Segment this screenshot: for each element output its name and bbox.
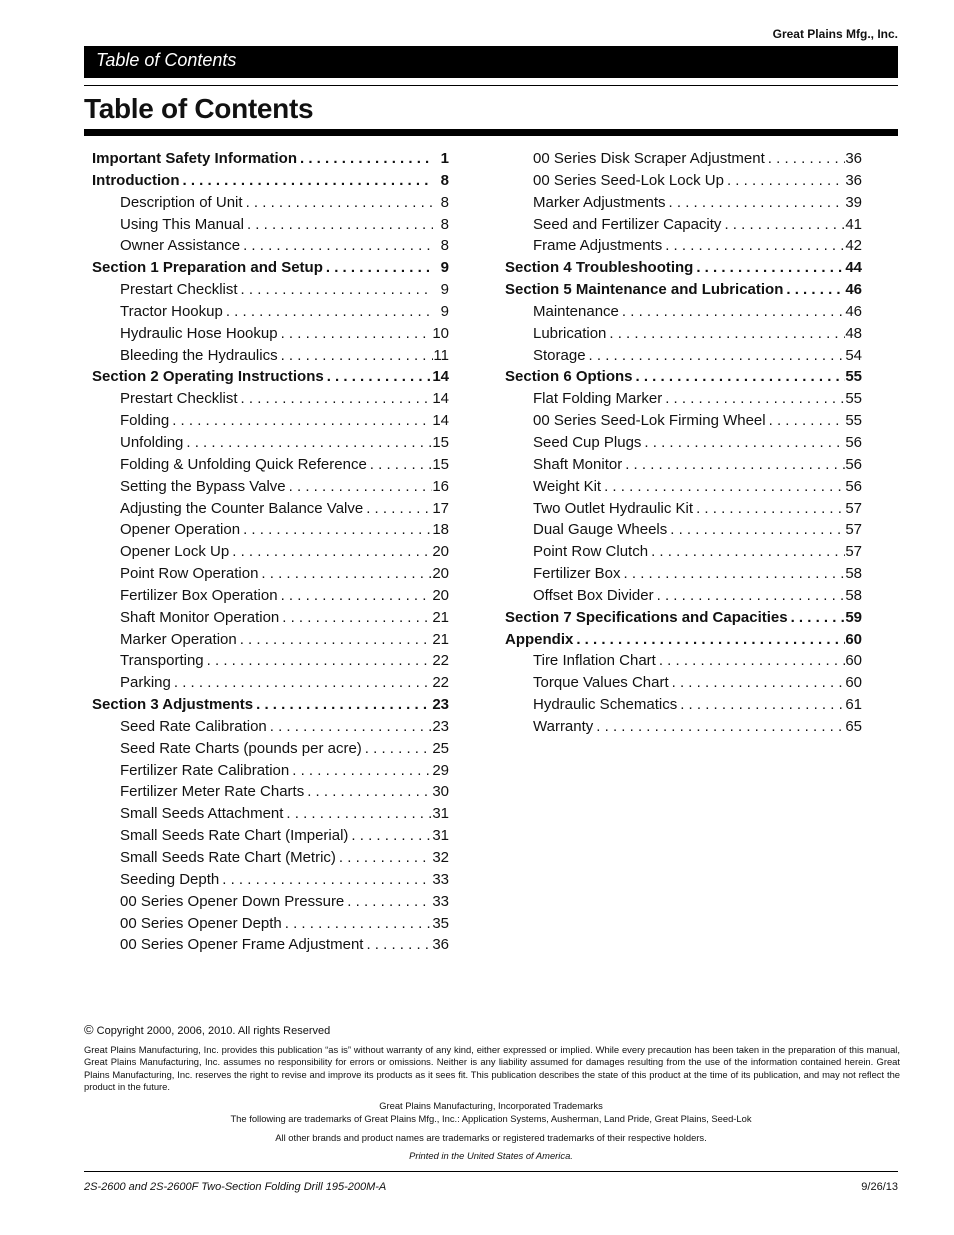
toc-entry[interactable]: [505, 716, 862, 738]
toc-entry[interactable]: [92, 235, 449, 257]
toc-dot-leader: [601, 476, 845, 498]
toc-entry[interactable]: [505, 148, 862, 170]
toc-dot-leader: [721, 214, 845, 236]
toc-entry-title: Introduction: [92, 171, 180, 189]
toc-dot-leader: [667, 519, 845, 541]
toc-entry-page: 23: [432, 717, 449, 735]
toc-entry[interactable]: [505, 345, 862, 367]
toc-dot-leader: [258, 563, 432, 585]
toc-entry-title: Lubrication: [533, 324, 607, 342]
toc-entry-title: Section 4 Troubleshooting: [505, 259, 694, 277]
toc-entry-page: 30: [432, 783, 449, 801]
toc-dot-leader: [662, 235, 845, 257]
toc-entry[interactable]: [92, 869, 449, 891]
toc-right-column: [505, 148, 862, 738]
toc-entry-title: Fertilizer Box: [533, 565, 621, 583]
copyright-symbol: ©: [84, 1022, 94, 1037]
toc-entry[interactable]: [92, 476, 449, 498]
toc-dot-leader: [619, 301, 845, 323]
toc-entry[interactable]: [92, 388, 449, 410]
toc-entry[interactable]: [92, 629, 449, 651]
toc-entry-page: 36: [845, 171, 862, 189]
trademarks-title: Great Plains Manufacturing, Incorporated Trademarks: [379, 1100, 603, 1111]
toc-entry-page: 1: [440, 150, 449, 167]
toc-entry-title: Marker Adjustments: [533, 193, 666, 211]
toc-entry-title: Opener Lock Up: [120, 543, 230, 561]
toc-entry-page: 33: [432, 870, 449, 888]
toc-entry-title: Shaft Monitor: [533, 455, 623, 473]
toc-entry-title: Point Row Operation: [120, 565, 259, 583]
toc-entry[interactable]: [505, 519, 862, 541]
toc-entry-title: Seed Cup Plugs: [533, 433, 642, 451]
toc-entry-title: Small Seeds Rate Chart (Imperial): [120, 827, 349, 845]
toc-entry-page: 17: [432, 499, 449, 517]
toc-entry-page: 9: [440, 302, 449, 320]
toc-dot-leader: [648, 541, 845, 563]
toc-entry[interactable]: [505, 214, 862, 236]
toc-entry[interactable]: [505, 585, 862, 607]
toc-dot-leader: [662, 388, 845, 410]
toc-entry-page: 23: [432, 696, 449, 714]
toc-entry-title: Parking: [120, 674, 171, 692]
toc-dot-leader: [279, 607, 432, 629]
toc-entry[interactable]: [92, 672, 449, 694]
toc-entry[interactable]: [92, 934, 449, 956]
toc-dot-leader: [669, 672, 846, 694]
toc-dot-leader: [765, 148, 846, 170]
toc-entry[interactable]: [92, 257, 449, 279]
toc-dot-leader: [183, 432, 432, 454]
toc-entry-title: 00 Series Seed-Lok Lock Up: [533, 171, 724, 189]
toc-entry[interactable]: [92, 366, 449, 388]
toc-entry-page: 36: [432, 936, 449, 954]
toc-entry-title: Appendix: [505, 630, 574, 648]
toc-dot-leader: [179, 170, 433, 192]
toc-dot-leader: [606, 323, 845, 345]
toc-entry-page: 22: [432, 652, 449, 670]
toc-dot-leader: [693, 257, 845, 279]
toc-entry-title: Folding: [120, 412, 170, 430]
toc-entry[interactable]: [92, 432, 449, 454]
toc-entry-page: 18: [432, 521, 449, 539]
toc-entry-title: Fertilizer Box Operation: [120, 586, 278, 604]
toc-entry-page: 56: [845, 455, 862, 473]
toc-dot-leader: [171, 672, 432, 694]
toc-entry-title: Dual Gauge Wheels: [533, 521, 668, 539]
toc-entry[interactable]: [505, 235, 862, 257]
toc-entry[interactable]: [92, 760, 449, 782]
toc-entry-page: 56: [845, 433, 862, 451]
toc-entry-page: 8: [440, 215, 449, 233]
toc-entry[interactable]: [505, 192, 862, 214]
toc-entry-title: Description of Unit: [120, 193, 243, 211]
toc-entry-page: 9: [440, 281, 449, 299]
toc-entry-title: Seed Rate Calibration: [120, 717, 267, 735]
title-divider: [84, 129, 898, 136]
toc-entry-title: Folding & Unfolding Quick Reference: [120, 455, 367, 473]
toc-entry-page: 61: [845, 696, 862, 714]
toc-entry-page: 55: [845, 390, 862, 408]
toc-dot-leader: [693, 498, 845, 520]
toc-entry-title: Warranty: [533, 717, 594, 735]
toc-entry-title: 00 Series Opener Down Pressure: [120, 892, 345, 910]
toc-entry-page: 20: [432, 586, 449, 604]
toc-entry[interactable]: [92, 716, 449, 738]
toc-entry-title: Frame Adjustments: [533, 237, 663, 255]
toc-entry-title: Weight Kit: [533, 477, 602, 495]
toc-entry-title: Opener Operation: [120, 521, 241, 539]
toc-dot-leader: [324, 366, 433, 388]
toc-dot-leader: [344, 891, 432, 913]
toc-dot-leader: [238, 388, 433, 410]
toc-entry-page: 33: [432, 892, 449, 910]
toc-dot-leader: [666, 192, 846, 214]
toc-entry-page: 31: [432, 805, 449, 823]
toc-entry-title: Seed Rate Charts (pounds per acre): [120, 739, 362, 757]
footer-date: 9/26/13: [861, 1181, 898, 1193]
toc-dot-leader: [783, 279, 845, 301]
toc-entry[interactable]: [92, 454, 449, 476]
toc-dot-leader: [297, 148, 433, 170]
toc-dot-leader: [724, 170, 845, 192]
toc-entry[interactable]: [92, 825, 449, 847]
toc-entry[interactable]: [505, 301, 862, 323]
toc-entry-title: Section 2 Operating Instructions: [92, 368, 324, 386]
toc-entry[interactable]: [92, 803, 449, 825]
toc-entry-page: 46: [845, 281, 862, 299]
toc-entry-title: Section 6 Options: [505, 368, 633, 386]
toc-entry-page: 58: [845, 565, 862, 583]
toc-dot-leader: [654, 585, 846, 607]
toc-entry[interactable]: [92, 214, 449, 236]
toc-entry[interactable]: [92, 781, 449, 803]
toc-entry-title: Tire Inflation Chart: [533, 652, 656, 670]
toc-entry[interactable]: [505, 410, 862, 432]
toc-entry[interactable]: [92, 279, 449, 301]
toc-entry-title: Section 5 Maintenance and Lubrication: [505, 281, 784, 299]
disclaimer: Great Plains Manufacturing, Inc. provides this publication “as is” without warranty of any kind, either expressed or implied. While every precaution has been taken in the preparation of this manual, Great Plains Manufacturing, Inc. assumes no responsibility for errors or omissions. Neither is any liability assumed for damages resulting from the use of the information contained herein. Great Plains Manufacturing, Inc. reserves the right to revise and improve its products as it sees fit. This publication describes the state of this product at the time of its publication, and may not reflect the product in the future.: [84, 1044, 900, 1093]
toc-dot-leader: [621, 563, 846, 585]
toc-entry[interactable]: [505, 388, 862, 410]
toc-entry-page: 56: [845, 477, 862, 495]
toc-entry-page: 29: [432, 761, 449, 779]
toc-dot-leader: [204, 650, 433, 672]
toc-entry-page: 57: [845, 499, 862, 517]
toc-entry-title: 00 Series Seed-Lok Firming Wheel: [533, 412, 766, 430]
toc-entry[interactable]: [92, 913, 449, 935]
toc-entry-page: 14: [432, 368, 449, 386]
toc-dot-leader: [253, 694, 432, 716]
toc-entry-page: 32: [432, 849, 449, 866]
toc-entry-page: 21: [432, 608, 449, 626]
toc-entry-page: 65: [845, 717, 862, 735]
toc-entry-title: Small Seeds Rate Chart (Metric): [120, 849, 336, 866]
toc-entry-page: 58: [845, 586, 862, 604]
toc-entry-page: 46: [845, 302, 862, 320]
toc-entry-title: Section 7 Specifications and Capacities: [505, 608, 788, 626]
toc-entry[interactable]: [505, 366, 862, 388]
toc-entry-page: 41: [845, 215, 862, 233]
toc-dot-leader: [362, 738, 433, 760]
toc-entry-title: Maintenance: [533, 302, 619, 320]
toc-entry[interactable]: [92, 170, 449, 192]
toc-entry[interactable]: [505, 694, 862, 716]
toc-entry[interactable]: [505, 672, 862, 694]
toc-entry-page: 15: [432, 433, 449, 451]
toc-entry-title: Important Safety Information: [92, 150, 298, 167]
toc-dot-leader: [304, 781, 432, 803]
toc-dot-leader: [586, 345, 846, 367]
toc-entry[interactable]: [92, 585, 449, 607]
toc-entry[interactable]: [505, 454, 862, 476]
toc-entry[interactable]: [92, 694, 449, 716]
toc-dot-leader: [240, 519, 432, 541]
toc-entry-page: 9: [440, 259, 449, 277]
trademarks-other: All other brands and product names are trademarks or registered trademarks of their respective holders.: [275, 1132, 707, 1143]
toc-entry-title: 00 Series Disk Scraper Adjustment: [533, 150, 765, 167]
toc-entry-title: Adjusting the Counter Balance Valve: [120, 499, 364, 517]
toc-entry-title: Shaft Monitor Operation: [120, 608, 280, 626]
toc-entry[interactable]: [505, 629, 862, 651]
toc-entry-title: Bleeding the Hydraulics: [120, 346, 278, 364]
toc-entry-title: Section 1 Preparation and Setup: [92, 259, 323, 277]
toc-dot-leader: [788, 607, 846, 629]
toc-entry-title: Unfolding: [120, 433, 184, 451]
toc-entry[interactable]: [92, 410, 449, 432]
toc-entry-page: 60: [845, 652, 862, 670]
toc-entry[interactable]: [92, 323, 449, 345]
toc-entry[interactable]: [92, 301, 449, 323]
toc-entry-title: Prestart Checklist: [120, 281, 238, 299]
toc-dot-leader: [244, 214, 433, 236]
page-title: Table of Contents: [84, 93, 314, 124]
toc-entry[interactable]: [505, 279, 862, 301]
footer-divider: [84, 1171, 898, 1172]
toc-entry[interactable]: [92, 192, 449, 214]
toc-entry[interactable]: [505, 563, 862, 585]
toc-entry-title: Seeding Depth: [120, 870, 220, 888]
toc-dot-leader: [237, 629, 433, 651]
toc-entry-title: Owner Assistance: [120, 237, 241, 255]
toc-entry[interactable]: [505, 607, 862, 629]
toc-dot-leader: [223, 301, 433, 323]
toc-entry-title: Storage: [533, 346, 586, 364]
footer-document-id: 2S-2600 and 2S-2600F Two-Section Folding Drill 195-200M-A: [84, 1181, 387, 1193]
toc-entry-title: Setting the Bypass Valve: [120, 477, 286, 495]
toc-dot-leader: [677, 694, 845, 716]
toc-entry-title: Torque Values Chart: [533, 674, 669, 692]
toc-entry-page: 36: [845, 150, 862, 167]
toc-entry[interactable]: [92, 519, 449, 541]
toc-dot-leader: [367, 454, 433, 476]
toc-dot-leader: [238, 279, 433, 301]
toc-entry-title: Flat Folding Marker: [533, 390, 663, 408]
trademarks-list: The following are trademarks of Great Plains Mfg., Inc.: Application Systems, Ausherman, Land Pride, Great Plains, Seed-Lok: [230, 1113, 752, 1124]
toc-entry-title: Small Seeds Attachment: [120, 805, 284, 823]
toc-entry-page: 22: [432, 674, 449, 692]
toc-dot-leader: [286, 476, 433, 498]
toc-entry[interactable]: [505, 541, 862, 563]
toc-entry-page: 16: [432, 477, 449, 495]
printed-in: Printed in the United States of America.: [409, 1150, 573, 1161]
toc-dot-leader: [278, 323, 433, 345]
toc-dot-leader: [766, 410, 846, 432]
toc-entry-page: 48: [845, 324, 862, 342]
toc-entry-title: Marker Operation: [120, 630, 237, 648]
toc-entry[interactable]: [92, 891, 449, 913]
toc-entry-page: 60: [845, 674, 862, 692]
toc-entry-page: 14: [432, 390, 449, 408]
toc-entry-title: Fertilizer Rate Calibration: [120, 761, 290, 779]
toc-dot-leader: [283, 803, 432, 825]
toc-dot-leader: [243, 192, 433, 214]
toc-entry[interactable]: [505, 170, 862, 192]
toc-dot-leader: [641, 432, 845, 454]
toc-entry-page: 10: [432, 324, 449, 342]
toc-dot-leader: [593, 716, 845, 738]
toc-entry[interactable]: [92, 738, 449, 760]
toc-dot-leader: [363, 934, 432, 956]
toc-entry-title: Seed and Fertilizer Capacity: [533, 215, 722, 233]
toc-entry[interactable]: [92, 607, 449, 629]
toc-entry[interactable]: [505, 323, 862, 345]
toc-dot-leader: [278, 585, 433, 607]
toc-left-column: [92, 148, 449, 956]
toc-dot-leader: [323, 257, 433, 279]
toc-entry-page: 21: [432, 630, 449, 648]
toc-dot-leader: [348, 825, 432, 847]
copyright-text: Copyright 2000, 2006, 2010. All rights Reserved: [96, 1025, 331, 1037]
toc-entry-page: 57: [845, 521, 862, 539]
toc-dot-leader: [282, 913, 433, 935]
toc-dot-leader: [289, 760, 432, 782]
toc-entry-page: 25: [432, 739, 449, 757]
toc-entry[interactable]: [505, 476, 862, 498]
toc-entry-title: 00 Series Opener Depth: [120, 914, 282, 932]
toc-entry-page: 20: [432, 565, 449, 583]
toc-entry-title: Hydraulic Schematics: [533, 696, 678, 714]
toc-entry[interactable]: [92, 345, 449, 367]
toc-dot-leader: [219, 869, 432, 891]
toc-entry[interactable]: [505, 650, 862, 672]
toc-entry-page: 42: [845, 237, 862, 255]
toc-entry-page: 35: [432, 914, 449, 932]
toc-entry[interactable]: [92, 563, 449, 585]
toc-entry-page: 60: [845, 630, 862, 648]
toc-entry-title: Prestart Checklist: [120, 390, 238, 408]
toc-entry[interactable]: [92, 498, 449, 520]
toc-entry-title: Two Outlet Hydraulic Kit: [533, 499, 694, 517]
toc-entry-page: 11: [433, 346, 449, 364]
toc-entry-title: 00 Series Opener Frame Adjustment: [120, 936, 364, 954]
toc-entry-page: 39: [845, 193, 862, 211]
toc-entry-page: 15: [432, 455, 449, 473]
toc-dot-leader: [336, 847, 432, 869]
copyright-line: [84, 1022, 330, 1037]
toc-entry-title: Transporting: [120, 652, 204, 670]
toc-entry[interactable]: [92, 650, 449, 672]
toc-entry[interactable]: [92, 148, 449, 170]
toc-entry-title: Tractor Hookup: [120, 302, 223, 320]
toc-entry-page: 44: [845, 259, 862, 277]
section-banner: Table of Contents: [84, 46, 898, 78]
toc-entry-page: 14: [432, 412, 449, 430]
banner-divider: [84, 85, 898, 86]
toc-entry-page: 31: [432, 827, 449, 845]
toc-entry-page: 8: [440, 193, 449, 211]
toc-entry[interactable]: [505, 257, 862, 279]
toc-entry-title: Section 3 Adjustments: [92, 696, 254, 714]
toc-entry-page: 8: [440, 171, 449, 189]
toc-dot-leader: [169, 410, 432, 432]
toc-dot-leader: [363, 498, 432, 520]
toc-entry-title: Offset Box Divider: [533, 586, 654, 604]
toc-dot-leader: [573, 629, 845, 651]
toc-entry-page: 55: [845, 412, 862, 430]
toc-entry[interactable]: [505, 498, 862, 520]
toc-dot-leader: [240, 235, 433, 257]
company-name: Great Plains Mfg., Inc.: [772, 27, 898, 41]
toc-dot-leader: [229, 541, 432, 563]
toc-entry-page: 55: [845, 368, 862, 386]
toc-entry-page: 54: [845, 346, 862, 364]
toc-entry-page: 20: [432, 543, 449, 561]
toc-entry-page: 8: [440, 237, 449, 255]
toc-entry-title: Point Row Clutch: [533, 543, 649, 561]
toc-entry[interactable]: [92, 541, 449, 563]
toc-entry-page: 57: [845, 543, 862, 561]
toc-dot-leader: [278, 345, 433, 367]
toc-entry[interactable]: [92, 847, 449, 869]
toc-dot-leader: [622, 454, 845, 476]
toc-entry-page: 59: [845, 608, 862, 626]
toc-dot-leader: [267, 716, 433, 738]
toc-dot-leader: [633, 366, 846, 388]
toc-dot-leader: [656, 650, 845, 672]
toc-entry[interactable]: [505, 432, 862, 454]
toc-entry-title: Hydraulic Hose Hookup: [120, 324, 278, 342]
toc-entry-title: Fertilizer Meter Rate Charts: [120, 783, 305, 801]
toc-entry-title: Using This Manual: [120, 215, 244, 233]
